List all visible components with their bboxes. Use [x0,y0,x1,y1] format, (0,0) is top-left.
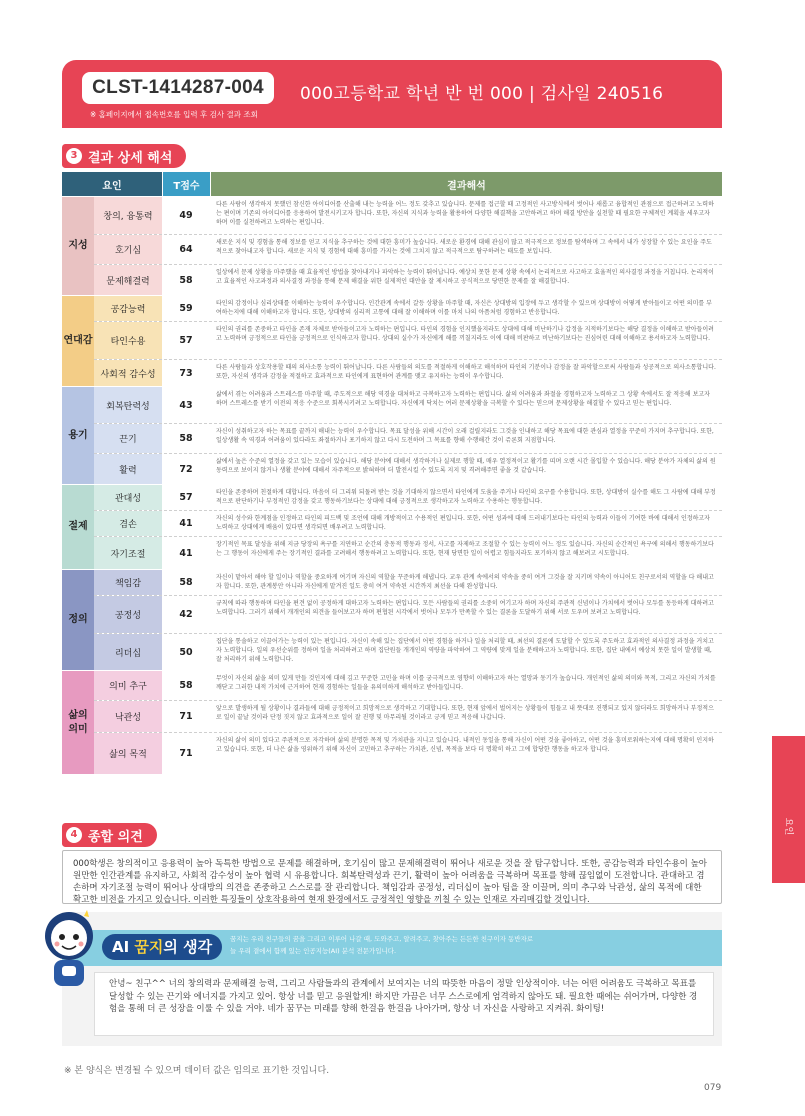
table-row [94,197,722,235]
interpretation-text: 다른 사람들과 상호작용할 때의 의사소통 능력이 뛰어납니다. 다른 사람들의 의도를 적절하게 이해하고 해석하며 타인의 기분이나 감정을 잘 파악할으로써 사람들과 성공적으로 의사소통합니다. 또한, 자신의 생각과 감정을 적절하고 효과적으로 타인에게 표현하여 관계를 맺고 유지하는 능력이 우수합니다. [216,364,716,380]
factor-group [62,670,722,774]
interpretation-text: 삶에서 높은 수준의 열정을 갖고 있는 모습이 있습니다. 해당 분야에 대해서 생각하거나 실제로 행할 때, 매우 열정적이고 활기를 띠며 오랜 시간 몰입할 수 있습니다. 해당 분야가 자체의 삶의 원동력으로 보이지 않거나 생활 분야에 대해서 자주적으로 밝혀하며 더 발전시킬 수 있도록 지지 및 격려해주면 좋을 것 같습니다. [216,458,716,474]
t-score: 42 [162,596,210,633]
result-table [62,172,722,774]
table-header [62,172,722,196]
factor-group [62,484,722,569]
group-name: 용기 [62,387,94,484]
table-row [94,360,722,386]
interpretation-text: 무엇이 자신의 삶을 의미 있게 만들 것인지에 대해 깊고 꾸준한 고민을 하며 이를 궁극적으로 영향히 이해하고자 하는 열망과 동기가 높습니다. 개인적인 삶의 의미와 목적, 그리고 자신의 가치를 깨닫고 그러한 내적 가치에 근거하여 현재 경험하는 일들을 유의미하게 해석하고 받아들입니다. [216,675,716,691]
interpretation-text: 집단을 통솔하고 이끌어가는 능력이 있는 편입니다. 자신이 속해 있는 집단에서 어떤 경험을 하거나 일을 처리할 때, 최선의 결론에 도달할 수 있도록 주도하고 효과적인 의사결정 과정을 거치고자 노력합니다. 일의 우선순위를 정하며 일을 처리하려고 하며 집단원들 개개인의 역량을 파악하여 그 역량에 맞게 일을 분배하고자 노력합니다. 또한, 집단 내에서 예상치 못한 일이 발생할 때, 잘 처리하기 위해 노력합니다. [216,638,714,663]
table-row [94,701,722,733]
table-row [94,671,722,701]
group-name: 연대감 [62,296,94,386]
interpretation-text: 장기적인 목표 달성을 위해 지금 당장의 욕구를 지연하고 순간의 충동적 행동과 정서, 사고를 자제하고 조절할 수 있는 능력이 어느 정도 있습니다. 자신의 순간적인 욕구에 의해서 행동하기보다는 그 행동이 자신에게 주는 장기적인 결과를 고려해서 행동하려고 노력합니다. 또한, 현재 당면한 일이 어렵고 힘들지라도 포기하지 않고 해보려고 시도합니다. [216,541,714,557]
table-row [94,570,722,596]
factor-name: 공정성 [94,596,162,633]
factor-name: 회복탄력성 [94,387,162,423]
interpretation-text: 앞으로 발생하게 될 상황이나 결과들에 대해 긍정적이고 희망적으로 생각하고 기대합니다. 또한, 현재 앞에서 벌어지는 상황들이 힘들고 내 뜻대로 진행되고 있지 않더라도 희망하거나 부정적으로 일이 끝날 것이라 단정 짓지 않고 효과적으로 일이 잘 진행 및 마무리될 것이라고 긍게 믿고 적응해 나갑니다. [216,705,714,721]
t-score: 72 [162,454,210,484]
header-tscore: T점수 [162,172,210,196]
ai-subtitle: 꿈지는 우리 친구들의 꿈을 그리고 이루어 나갈 때, 도와주고, 알려주고, 찾아주는 든든한 친구이자 동반자로 늘 우리 곁에서 함께 있는 인공지능(AI) 분석 전문가입니다. [230,935,534,955]
table-row [94,235,722,265]
section-title-detail [62,144,186,168]
t-score: 57 [162,485,210,510]
factor-name: 관대성 [94,485,162,510]
t-score: 49 [162,197,210,234]
group-name: 절제 [62,485,94,569]
t-score: 64 [162,235,210,264]
factor-name: 창의, 융통력 [94,197,162,234]
factor-name: 자기조절 [94,537,162,569]
table-row [94,733,722,774]
access-code-note: ※ 홈페이지에서 접속번호를 입력 후 검사 결과 조회 [90,110,258,119]
ai-message: 안녕~ 친구^^ 너의 창의력과 문제해결 능력, 그리고 사람들과의 관계에서 보여지는 너의 따뜻한 마음이 정말 인상적이야. 너는 어떤 어려움도 극복하고 목표를 달성할 수 있는 끈기와 에너지를 가지고 있어. 항상 너를 믿고 응원할게! 하지만 가끔은 너무 스스로에게 엄격하지 않아도 돼. 필요한 때에는 쉬어가며, 다양한 경험을 통해 더 큰 성장을 이룰 수 있을 거야. 네가 꿈꾸는 미래를 향해 한걸음 한걸음 나아가며, 항상 너 자신을 사랑하고 지켜줘. 화이팅! [94,972,714,1036]
factor-name: 겸손 [94,511,162,536]
factor-name: 의미 추구 [94,671,162,700]
group-name: 삶의 의미 [62,671,94,774]
factor-name: 활력 [94,454,162,484]
factor-name: 호기심 [94,235,162,264]
table-row [94,537,722,569]
t-score: 41 [162,537,210,569]
interpretation-text: 타인의 감정이나 심리상태를 이해하는 능력이 우수합니다. 인간관계 속에서 갈등 상황을 마주할 때, 자신은 상대방의 입장에 두고 생각할 수 있으며 상대방이 어떻게 받아들이고 어떤 의미를 부여하는지에 대해 이해하고자 합니다. 또한, 상대방의 심리적 고통에 대해 잘 이해하며 이를 마치 나의 아픔처럼 경험하고 반응합니다. [216,300,712,316]
footnote: ※ 본 양식은 변경될 수 있으며 데이터 값은 임의로 표기한 것입니다. [64,1066,330,1076]
table-row [94,265,722,295]
factor-name: 책임감 [94,570,162,595]
table-row [94,485,722,511]
group-name: 정의 [62,570,94,670]
section-title-text: 종합 의견 [88,829,143,845]
factor-name: 삶의 목적 [94,733,162,774]
summary-text: 000학생은 창의적이고 응용력이 높아 독특한 방법으로 문제를 해결하며, 호기심이 많고 문제해결력이 뛰어나 새로운 것을 잘 탐구합니다. 또한, 공감능력과 타인수용이 높아 원만한 인간관계를 유지하고, 사회적 감수성이 높아 협력 시 유용합니다. 회복탄력성과 끈기, 활력이 높아 어려움을 극복하며 목표를 향해 끊임없이 도전합니다. 관대하고 겸손하며 자기조절 능력이 뛰어나 상대방의 의견을 존중하고 스스로를 잘 관리합니다. 책임감과 공정성, 리더십이 높아 팀을 잘 이끌며, 의미 추구와 낙관성, 삶의 목적에 대한 확고한 비전을 가지고 있습니다. 이러한 특징들이 상호작용하여 현재 환경에서도 긍정적인 영향을 끼칠 수 있는 인재로 자리매김할 것입니다. [62,850,722,904]
t-score: 43 [162,387,210,423]
factor-name: 공감능력 [94,296,162,321]
table-row [94,296,722,322]
table-row [94,424,722,454]
page-number: 079 [704,1083,722,1093]
section-title-summary [62,823,157,847]
interpretation-text: 일상에서 문제 상황을 마주했을 때 효율적인 방법을 찾아내거나 파악하는 능력이 뛰어납니다. 예상치 못한 문제 상황 속에서 논리적으로 사고하고 효율적인 의사결정 과정을 거칩니다. 논리적이고 효율적인 사고과정과 의사결정 과정을 통해 문제 해결을 위한 실제적인 대안을 잘 제시하고 공식적으로 당면한 문제를 잘 해결합니다. [216,269,714,285]
t-score: 73 [162,360,210,386]
table-row [94,322,722,360]
interpretation-text: 규칙에 따라 행동하며 타인을 편견 없이 공정하게 대하고자 노력하는 편입니다. 모든 사람들의 권리를 소중히 여기고자 하며 자신의 주관적 신념이나 가치에서 벗어나 모두를 동등하게 대하려고 노력합니다. 그러기 위해서 개개인의 의견을 들어보고자 하며 편협된 시각에서 벗어나 모두가 만족할 수 있는 결론을 도달하기 위해 서로 도우며 보려고 노력합니다. [216,600,714,616]
factor-name: 사회적 감수성 [94,360,162,386]
interpretation-text: 타인을 존중하며 친절하게 대합니다. 마음이 더 그리워 되돌려 받는 것을 기대하지 않으면서 타인에게 도움을 주거나 타인의 요구를 수용합니다. 또한, 상대방이 실수를 해도 그 사람에 대해 부정적으로 판단하기나 부정적인 감정을 갖고 행동하기보다는 상대에 대해 긍정적으로 생각하고자 노력하고 수용하는 행동합니다. [216,489,716,505]
table-row [94,596,722,634]
interpretation-text: 자신의 성수와 한계점을 인정하고 타인의 피드백 및 조언에 대해 개방적이고 수용적인 편입니다. 또한, 어떤 성과에 대해 드러내기보다는 타인의 능력과 이들이 기여한 바에 대해서 인정하고자 노력하고 상대에게 배움이 있다면 생각되면 배우려고 노력합니다. [216,515,710,531]
interpretation-text: 삶에서 겪는 어려움과 스트레스를 마주할 때, 주도적으로 해당 역경을 대처하고 극복하고자 노력하는 편입니다. 삶의 어려움과 좌절을 경험하고자 노력하고 그 상황 속에서도 잘 적응해 보고자 하며 스트레스를 받기 이전의 적응 수준으로 회복시키려고 노력합니다. 자신에게 닥치는 여러 문제상황을 극복할 수 있다는 믿으며 문제상황을 해결할 수 있다고 믿는 편입니다. [216,391,710,407]
ai-title: AI 꿈지의 생각 [102,934,222,960]
t-score: 71 [162,701,210,732]
factor-name: 끈기 [94,424,162,453]
interpretation-text: 새로운 지식 및 경험을 통해 정보를 얻고 지식을 추구하는 것에 대한 흥미가 높습니다. 새로운 환경에 대해 관심이 많고 적극적으로 정보를 탐색하며 그 속에서 내가 성장할 수 있는 요인을 주도적으로 찾아내고자 합니다. 새로운 지식 및 경험에 대해 흥미를 가지는 것에 그치지 않고 적극적으로 탐구하려는 태도를 보입니다. [216,239,712,255]
factor-name: 리더십 [94,634,162,670]
t-score: 71 [162,733,210,774]
group-name: 지성 [62,197,94,295]
table-row [94,387,722,424]
section-title-text: 결과 상세 해석 [88,150,173,166]
factor-group [62,386,722,484]
interpretation-text: 자신의 삶이 의미 있다고 주관적으로 자각하며 삶의 분명한 목적 및 가치관을 지니고 있습니다. 내적인 동일을 통해 자신이 어떤 것을 좋아하고, 어떤 것을 흥미로워하는지에 대해 명확히 인지하고 있습니다. 또한, 더 나은 삶을 영위하기 위해 자신이 고민하고 추구하는 가치관, 신념, 목적을 보다 더 명확히 하고 그에 합당한 행동을 하고자 합니다. [216,737,714,753]
interpretation-text: 자신이 성취하고자 하는 목표를 끝까지 해내는 능력이 우수합니다. 목표 달성을 위해 시간이 오래 걸릴지라도 그것을 인내하고 해당 목표에 대한 관심과 열정을 꾸준히 가지며 추구합니다. 또한, 일상생활 속 역경과 어려움이 있다라도 좌절하거나 포기하지 않고 다시 도전하며 그 목표를 향해 수행해간 것이 쥬론회 지점합니다. [216,428,714,444]
access-code: CLST-1414287-004 [82,72,274,104]
table-row [94,511,722,537]
section-number: 4 [66,827,82,843]
factor-name: 타인수용 [94,322,162,359]
header-factor: 요인 [62,172,162,196]
table-body [62,196,722,774]
interpretation-text: 타인의 권리를 존중하고 타인을 존재 자체로 받아들이고자 노력하는 편입니다. 타인의 경험을 인지했을지라도 상대에 대해 비난하기나 갑정을 지적하기보다는 해당 결정을 이해하고 받아들이려고 노력하며 긍정적으로 타인을 긍정적으로 인식하고자 합니다. 상대의 실수가 자신에게 해를 끼칠지라도 이에 대해 비판하고 비난하기보다는 진심어린 대해 이해하고 용서하고자 노력합니다. [216,326,714,342]
school-info: 000고등학교 학년 반 번 000 | 검사일 240516 [300,84,664,104]
t-score: 58 [162,424,210,453]
t-score: 57 [162,322,210,359]
t-score: 58 [162,671,210,700]
t-score: 50 [162,634,210,670]
header-interpretation: 결과해석 [210,172,722,196]
t-score: 58 [162,570,210,595]
side-tab: 요인 [772,736,805,883]
section-number: 3 [66,148,82,164]
report-header [62,60,722,128]
factor-group [62,196,722,295]
interpretation-text: 자신이 맡아서 해야 할 일이나 역할을 중요하게 여기며 자신의 역할을 꾸준하게 해냅니다. 교우 관계 속에서의 약속을 중히 여겨 그것을 잘 지키며 약속이 아니어도 친구로서의 역할을 다 해내고자 합니다. 또한, 관계봉안 아니라 자신에게 맡겨진 일도 충히 여겨 약속된 시간까지 최선을 다해 완성합니다. [216,574,714,590]
factor-group [62,295,722,386]
ai-comment-box [40,906,722,1046]
t-score: 41 [162,511,210,536]
factor-group [62,569,722,670]
factor-name: 낙관성 [94,701,162,732]
factor-name: 문제해결력 [94,265,162,295]
table-row [94,454,722,484]
table-row [94,634,722,670]
mascot-icon [40,906,98,996]
t-score: 58 [162,265,210,295]
interpretation-text: 다른 사람이 생각하지 못했던 참신한 아이디어를 산출해 내는 능력을 어느 정도 갖추고 있습니다. 문제를 접근할 때 고정적인 사고방식에서 벗어나 새롭고 융합적인 관점으로 접근하려고 노력하는 편이며 기존의 아이디어를 응용하여 발전시키고자 합니다. 또한, 자신의 지식과 능력을 활용하여 다양한 해결책을 고안하려고 하며 해결 방안을 실천할 때 필요한 구체적인 계획을 세우고자 하며 이를 실천하려고 노력하는 편입니다. [216,201,714,226]
t-score: 59 [162,296,210,321]
